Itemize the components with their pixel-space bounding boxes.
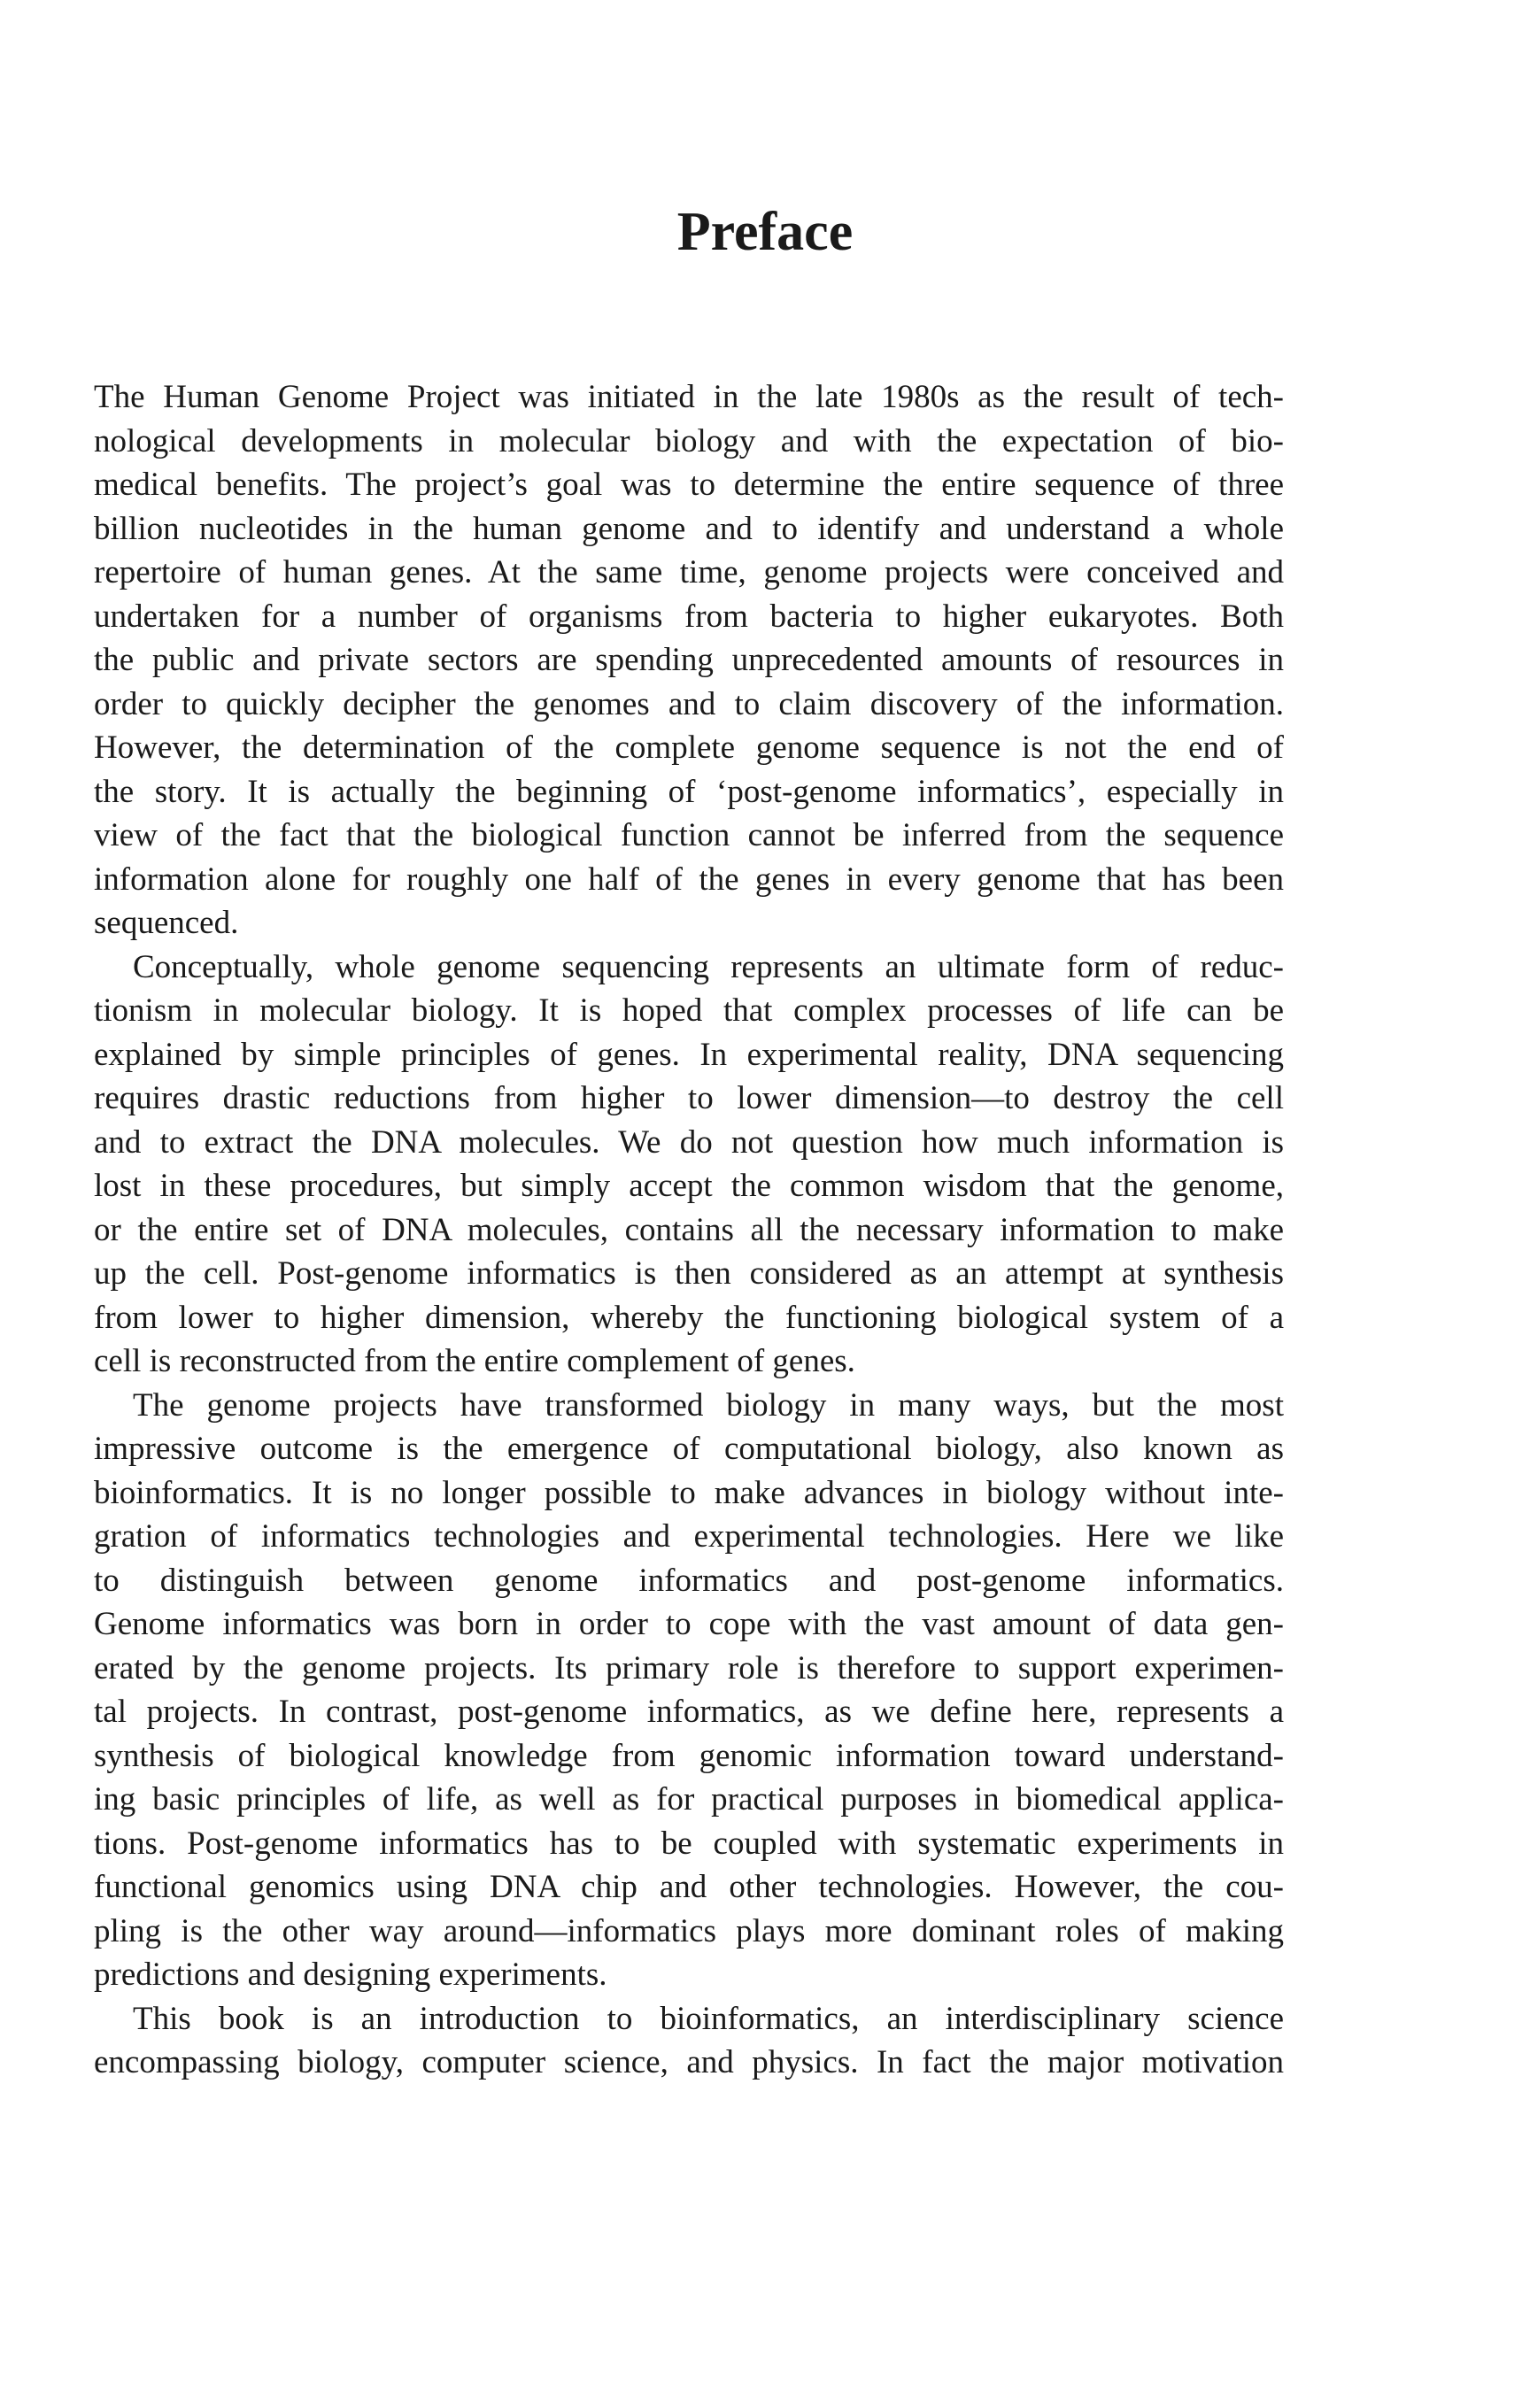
text-line: functional genomics using DNA chip and other technologies. However, the cou-: [94, 1869, 1284, 1905]
text-line: lost in these procedures, but simply accept the common wisdom that the genome,: [94, 1168, 1284, 1204]
paragraph: [94, 1384, 1284, 1997]
text-line: view of the fact that the biological function cannot be inferred from the sequence: [94, 817, 1284, 853]
text-line: This book is an introduction to bioinformatics, an interdisciplinary science: [133, 2000, 1284, 2037]
text-line: from lower to higher dimension, whereby the functioning biological system of a: [94, 1299, 1284, 1336]
text-line: the public and private sectors are spending unprecedented amounts of resources in: [94, 642, 1284, 678]
text-line: information alone for roughly one half of the genes in every genome that has been: [94, 861, 1284, 898]
text-line: bioinformatics. It is no longer possible to make advances in biology without inte-: [94, 1474, 1284, 1511]
text-line: Conceptually, whole genome sequencing represents an ultimate form of reduc-: [133, 948, 1284, 985]
paragraph: [94, 1997, 1284, 2085]
text-line: cell is reconstructed from the entire complement of genes.: [94, 1343, 855, 1379]
text-line: repertoire of human genes. At the same time, genome projects were conceived and: [94, 554, 1284, 590]
text-line: The Human Genome Project was initiated in the late 1980s as the result of tech-: [94, 379, 1284, 415]
text-line: tal projects. In contrast, post-genome informatics, as we define here, represents a: [94, 1694, 1284, 1730]
text-line: requires drastic reductions from higher to lower dimension—to destroy the cell: [94, 1080, 1284, 1116]
text-line: up the cell. Post-genome informatics is then considered as an attempt at synthesis: [94, 1255, 1284, 1292]
text-line: or the entire set of DNA molecules, contains all the necessary information to make: [94, 1211, 1284, 1248]
text-line: The genome projects have transformed biology in many ways, but the most: [133, 1386, 1284, 1424]
text-line: the story. It is actually the beginning of ‘post-genome informatics’, especially in: [94, 773, 1284, 810]
text-line: ing basic principles of life, as well as for practical purposes in biomedical applica-: [94, 1781, 1284, 1818]
text-line: medical benefits. The project’s goal was to determine the entire sequence of three: [94, 467, 1284, 503]
text-line: Genome informatics was born in order to cope with the vast amount of data gen-: [94, 1606, 1284, 1642]
text-line: sequenced.: [94, 905, 239, 941]
paragraph: [94, 945, 1284, 1384]
paragraph: [94, 375, 1284, 945]
text-line: impressive outcome is the emergence of computational biology, also known as: [94, 1431, 1284, 1467]
page-title: Preface: [676, 202, 854, 262]
text-line: nological developments in molecular biology and with the expectation of bio-: [94, 422, 1284, 459]
text-line: undertaken for a number of organisms from bacteria to higher eukaryotes. Both: [94, 598, 1284, 635]
text-line: synthesis of biological knowledge from genomic information toward understand-: [94, 1737, 1284, 1774]
text-line: tionism in molecular biology. It is hoped that complex processes of life can be: [94, 992, 1284, 1029]
preface-body: [94, 375, 1284, 2085]
text-line: and to extract the DNA molecules. We do not question how much information is: [94, 1123, 1284, 1161]
text-line: explained by simple principles of genes. In experimental reality, DNA sequencing: [94, 1036, 1284, 1073]
text-line: gration of informatics technologies and experimental technologies. Here we like: [94, 1518, 1284, 1555]
text-line: encompassing biology, computer science, and physics. In fact the major motivation: [94, 2044, 1284, 2080]
text-line: tions. Post-genome informatics has to be coupled with systematic experiments in: [94, 1825, 1284, 1862]
text-line: order to quickly decipher the genomes and to claim discovery of the information.: [94, 685, 1284, 722]
text-line: predictions and designing experiments.: [94, 1956, 607, 1993]
text-line: pling is the other way around—informatics plays more dominant roles of making: [94, 1912, 1284, 1949]
text-line: to distinguish between genome informatics and post-genome informatics.: [94, 1562, 1284, 1599]
text-line: erated by the genome projects. Its primary role is therefore to support experimen-: [94, 1649, 1284, 1686]
text-line: However, the determination of the complete genome sequence is not the end of: [94, 729, 1284, 766]
text-line: billion nucleotides in the human genome and to identify and understand a whole: [94, 510, 1284, 547]
